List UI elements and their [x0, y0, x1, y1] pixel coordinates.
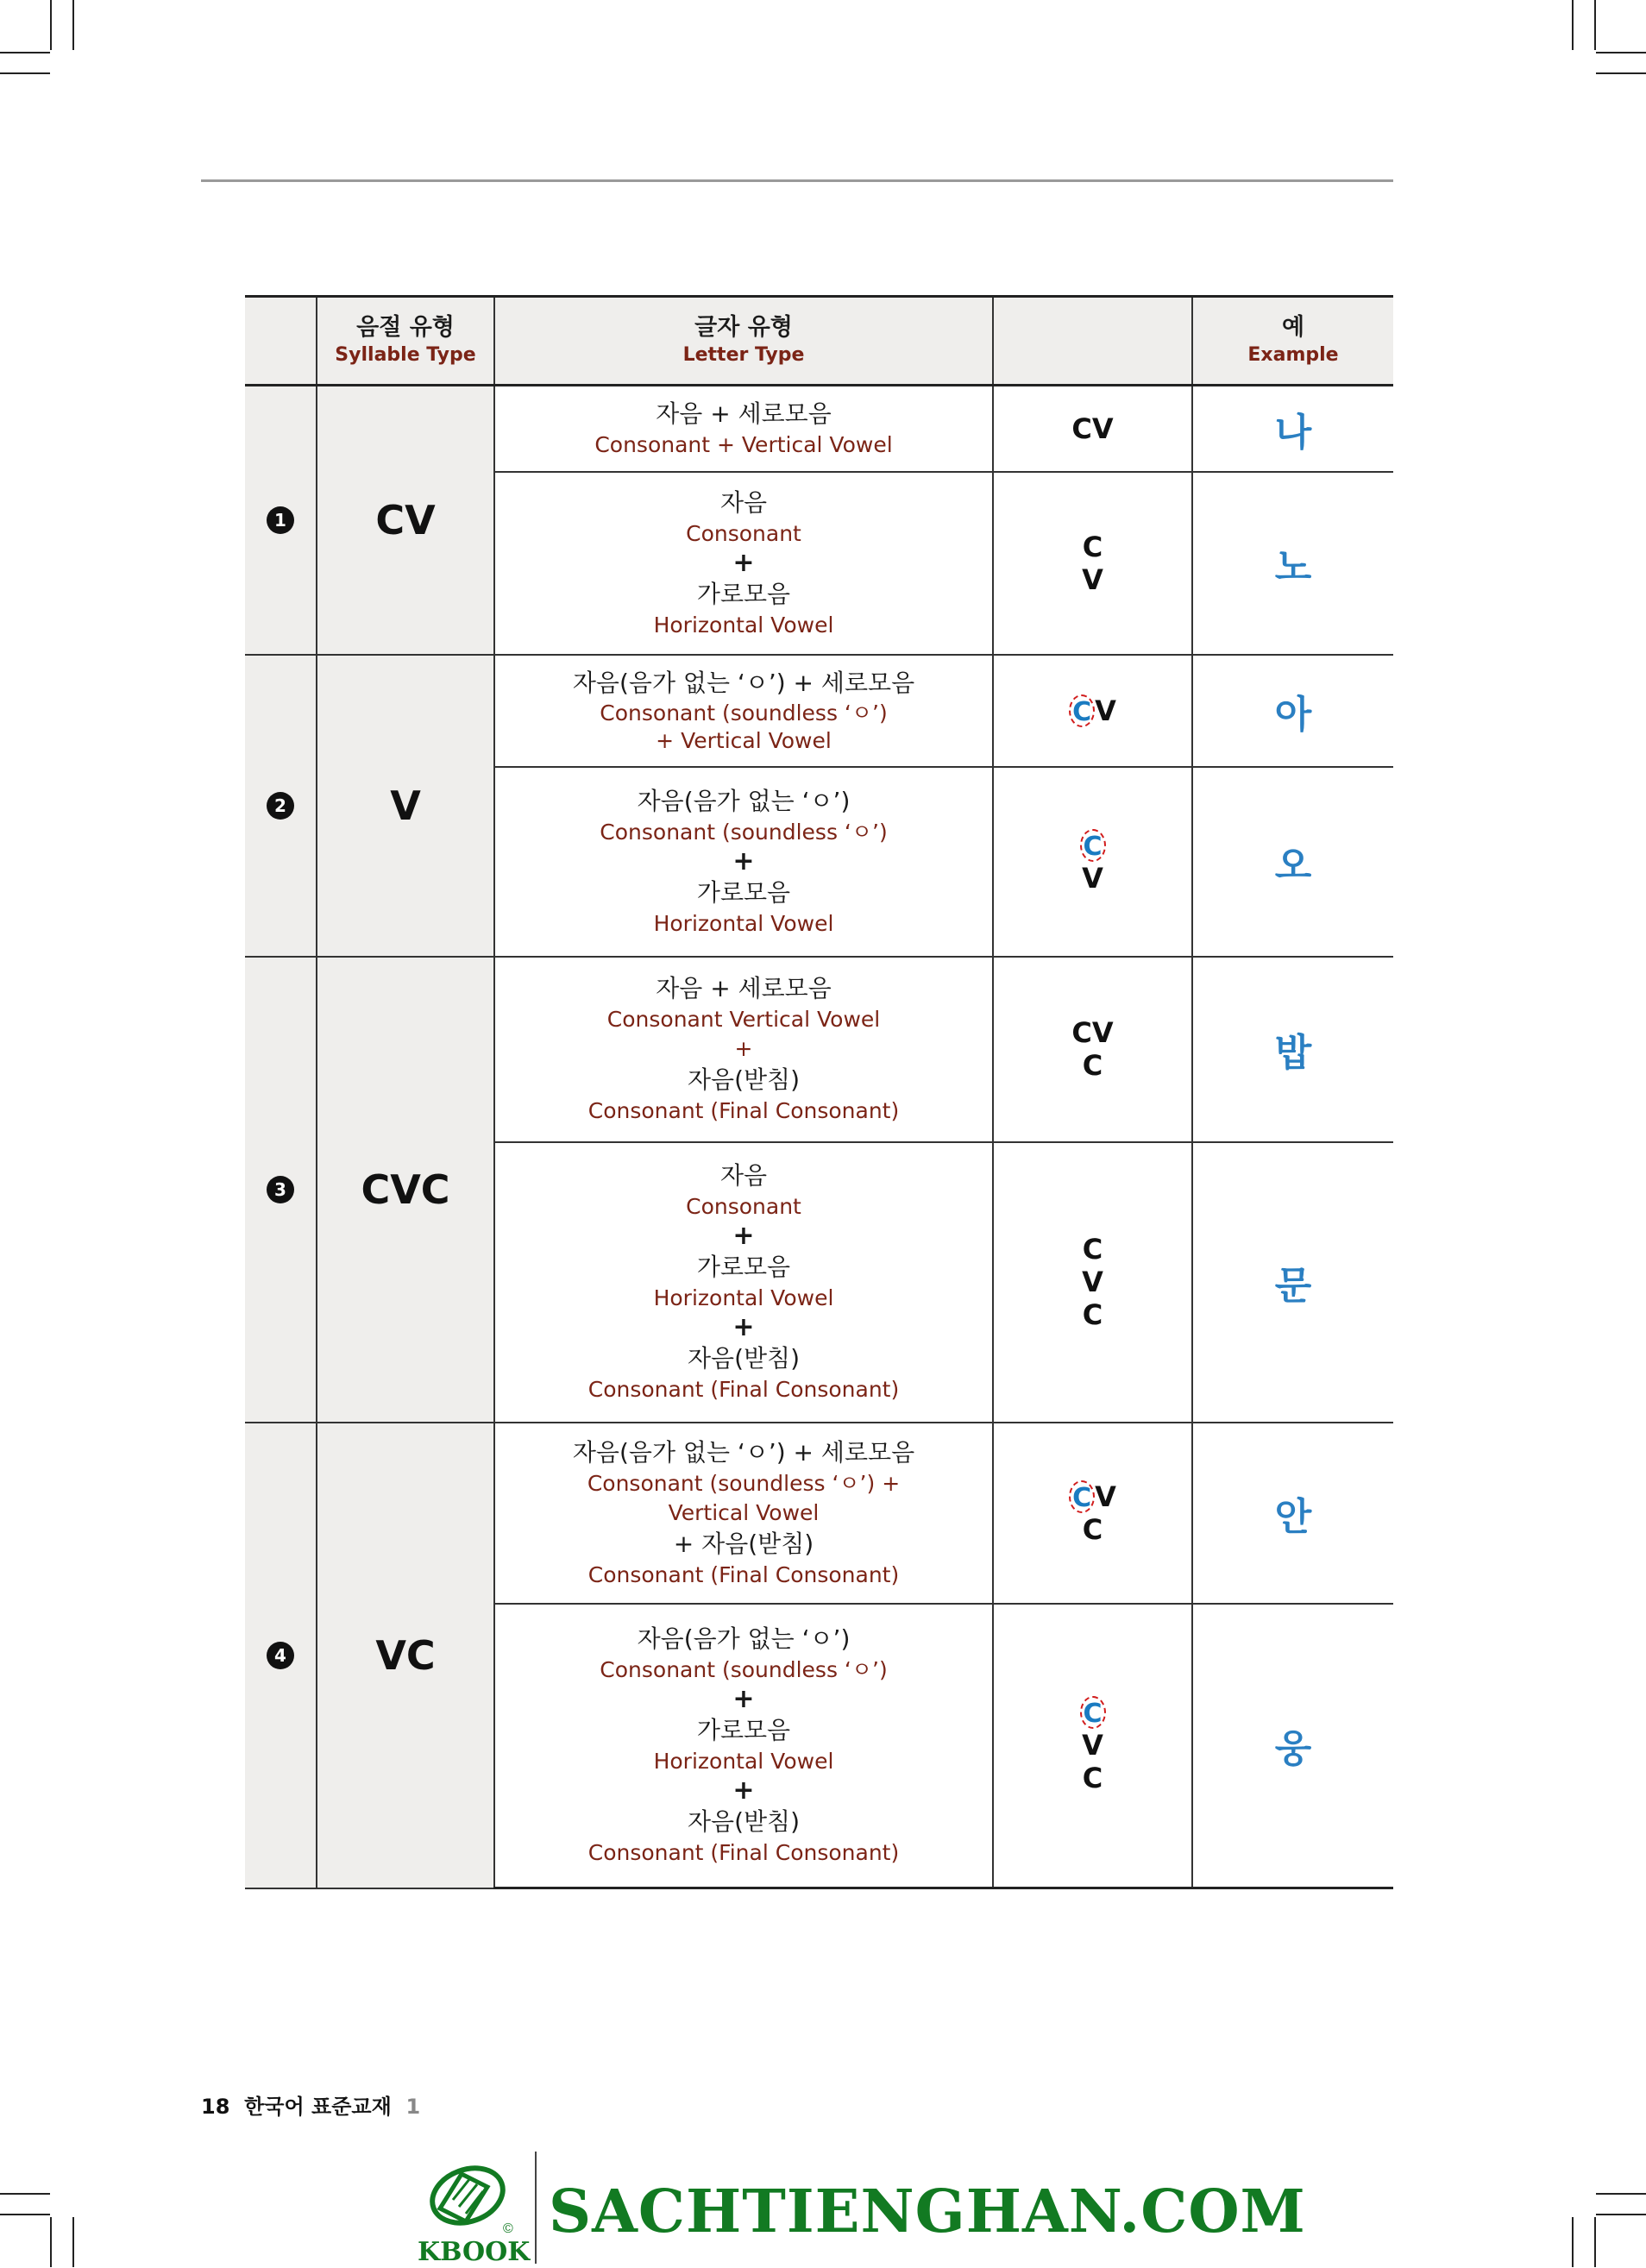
header-example — [1192, 297, 1393, 386]
letter-type-cell — [494, 1604, 993, 1888]
example-syllable: 안 — [1274, 1494, 1312, 1539]
english-text: Consonant (soundless ‘ㅇ’) + — [587, 1470, 901, 1496]
letter-type-cell — [494, 1423, 993, 1604]
plus-sign: + — [732, 845, 755, 876]
example-cell — [1192, 386, 1393, 472]
crop-mark — [0, 52, 50, 53]
pattern-line: CV — [1071, 1016, 1114, 1049]
plus-sign: + — [732, 547, 755, 578]
letter-type-cell — [494, 957, 993, 1142]
plus-sign: + — [732, 1312, 755, 1342]
english-text: Consonant (Final Consonant) — [587, 1377, 900, 1402]
korean-text: 자음(음가 없는 ‘ㅇ’) + 세로모음 — [572, 1437, 915, 1467]
crop-mark — [1572, 2217, 1574, 2267]
table-row — [245, 386, 1393, 472]
crop-mark — [1596, 2214, 1646, 2215]
example-syllable: 아 — [1274, 692, 1312, 737]
group-number-cell — [245, 386, 317, 655]
pattern-cell — [993, 1142, 1192, 1423]
pattern-line: C — [1082, 1762, 1103, 1795]
korean-text: 자음 + 세로모음 — [656, 399, 832, 428]
english-text: Horizontal Vowel — [653, 1285, 834, 1310]
korean-text: 가로모음 — [696, 877, 791, 907]
header-letter-type — [494, 297, 993, 386]
example-syllable: 웅 — [1274, 1727, 1312, 1772]
syllable-type: CV — [375, 496, 436, 543]
example-syllable: 노 — [1274, 544, 1312, 589]
pattern-line: V — [1082, 861, 1103, 895]
pattern-line: V — [1082, 562, 1103, 596]
example-cell — [1192, 767, 1393, 957]
syllable-type-cell — [317, 655, 494, 957]
syllable-type: V — [390, 782, 421, 829]
example-cell — [1192, 1142, 1393, 1423]
pattern-cell — [993, 472, 1192, 655]
korean-text: 자음(음가 없는 ‘ㅇ’) + 세로모음 — [572, 668, 915, 697]
header-example-kr: 예 — [1281, 314, 1305, 341]
english-text: Consonant + Vertical Vowel — [594, 431, 893, 457]
example-syllable: 오 — [1274, 843, 1312, 888]
header-syllable-kr: 음절 유형 — [356, 314, 455, 341]
crop-mark — [1594, 0, 1596, 50]
pattern-line: CV — [1071, 412, 1114, 445]
example-syllable: 문 — [1274, 1264, 1312, 1308]
crop-mark — [0, 2214, 50, 2215]
plus-sign: + — [732, 1775, 755, 1806]
english-text: Horizontal Vowel — [653, 910, 834, 936]
pattern-line: C — [1082, 1298, 1103, 1331]
crop-mark — [1594, 2217, 1596, 2267]
group-number: 4 — [267, 1642, 294, 1669]
group-number: 3 — [267, 1176, 294, 1203]
header-rule — [201, 179, 1393, 182]
circled-consonant: C — [1080, 829, 1106, 862]
english-text: Consonant (Final Consonant) — [587, 1561, 900, 1587]
english-text: Consonant — [686, 520, 801, 546]
group-number-cell — [245, 957, 317, 1423]
syllable-type-cell — [317, 957, 494, 1423]
plus-sign: + — [732, 1221, 755, 1251]
syllable-table — [245, 295, 1393, 1889]
pattern-cell — [993, 386, 1192, 472]
header-letter-en: Letter Type — [682, 344, 805, 366]
korean-text: 가로모음 — [696, 1253, 791, 1281]
korean-text: + 자음(받침) — [673, 1529, 814, 1558]
page-number: 18 — [201, 2095, 230, 2119]
korean-text: 자음(음가 없는 ‘ㅇ’) — [637, 1624, 851, 1654]
letter-type-cell — [494, 767, 993, 957]
letter-type-cell — [494, 655, 993, 767]
page-footer — [201, 2089, 420, 2120]
english-text: Consonant (soundless ‘ㅇ’) — [600, 700, 888, 726]
english-text: Consonant (soundless ‘ㅇ’) — [600, 1657, 888, 1683]
syllable-type: VC — [375, 1631, 436, 1679]
crop-mark — [72, 2217, 74, 2267]
example-cell — [1192, 957, 1393, 1142]
syllable-type-cell — [317, 1423, 494, 1888]
crop-mark — [1572, 0, 1574, 50]
example-cell — [1192, 472, 1393, 655]
header-letter-kr: 글자 유형 — [694, 314, 793, 341]
crop-mark — [1596, 72, 1646, 74]
pattern-cell — [993, 1423, 1192, 1604]
english-text: Consonant Vertical Vowel — [606, 1007, 881, 1032]
crop-mark — [0, 2193, 50, 2195]
circled-consonant: C — [1069, 1480, 1095, 1513]
crop-mark — [1596, 2193, 1646, 2195]
pattern-line: C — [1082, 1512, 1103, 1546]
pattern-line — [994, 1696, 1191, 1729]
example-cell — [1192, 1423, 1393, 1604]
korean-text: 자음 + 세로모음 — [656, 974, 832, 1002]
english-text: Horizontal Vowel — [653, 1749, 834, 1775]
table-row — [245, 957, 1393, 1142]
syllable-type: CVC — [361, 1165, 450, 1213]
circled-consonant: C — [1080, 1696, 1106, 1729]
circled-consonant: C — [1069, 694, 1095, 727]
letter-type-cell — [494, 472, 993, 655]
book-title: 한국어 표준교재 — [244, 2095, 392, 2119]
kbook-brand-text: KBOOK — [418, 2237, 531, 2265]
letter-type-cell — [494, 1142, 993, 1423]
english-text: Consonant (soundless ‘ㅇ’) — [600, 819, 888, 845]
header-num — [245, 297, 317, 386]
pattern-line: C — [1082, 530, 1103, 563]
pattern-cell — [993, 655, 1192, 767]
pattern-line — [994, 829, 1191, 862]
example-syllable: 밥 — [1274, 1031, 1312, 1075]
korean-text: 자음 — [719, 487, 768, 517]
header-example-en: Example — [1247, 344, 1339, 366]
group-number: 2 — [267, 792, 294, 820]
pattern-line: C — [1082, 1233, 1103, 1266]
pattern-line: C V — [994, 694, 1191, 727]
logo-divider — [535, 2152, 537, 2264]
korean-text: 자음(받침) — [687, 1344, 801, 1373]
crop-mark — [72, 0, 74, 50]
korean-text: 자음(음가 없는 ‘ㅇ’) — [637, 786, 851, 815]
volume-number: 1 — [405, 2095, 421, 2119]
korean-text: 자음 — [719, 1161, 768, 1190]
pattern-line: V — [1082, 1266, 1103, 1298]
watermark-site: SACHTIENGHAN.COM — [549, 2177, 1306, 2246]
table-row — [245, 655, 1393, 767]
pattern-cell — [993, 1604, 1192, 1888]
example-syllable: 나 — [1274, 410, 1312, 455]
syllable-type-cell — [317, 386, 494, 655]
crop-mark — [1596, 52, 1646, 53]
korean-text: 가로모음 — [696, 1716, 791, 1745]
group-number-cell — [245, 1423, 317, 1888]
crop-mark — [0, 72, 50, 74]
example-cell — [1192, 1604, 1393, 1888]
svg-text:©: © — [503, 2221, 513, 2236]
english-text: Horizontal Vowel — [653, 612, 834, 638]
english-text: + Vertical Vowel — [656, 727, 832, 753]
pattern-cell — [993, 957, 1192, 1142]
pattern-line: C V — [994, 1480, 1191, 1513]
table-row — [245, 1423, 1393, 1604]
table-header-row — [245, 297, 1393, 386]
crop-mark — [50, 0, 52, 50]
pattern-line: C — [1082, 1049, 1103, 1082]
header-syllable-en: Syllable Type — [335, 344, 476, 366]
pattern-cell — [993, 767, 1192, 957]
korean-text: 가로모음 — [696, 579, 791, 608]
english-text: Consonant (Final Consonant) — [587, 1840, 900, 1866]
english-text: Consonant (Final Consonant) — [587, 1098, 900, 1123]
korean-text: 자음(받침) — [687, 1065, 801, 1094]
english-text: Consonant — [686, 1194, 801, 1219]
header-syllable-type — [317, 297, 494, 386]
plus-sign: + — [732, 1684, 755, 1715]
example-cell — [1192, 655, 1393, 767]
group-number-cell — [245, 655, 317, 957]
group-number: 1 — [267, 506, 294, 534]
kbook-logo — [414, 2148, 531, 2265]
letter-type-cell — [494, 386, 993, 472]
pattern-line: V — [1082, 1729, 1103, 1762]
english-text: Vertical Vowel — [668, 1499, 820, 1525]
header-pattern — [993, 297, 1192, 386]
english-text: + — [734, 1036, 753, 1061]
korean-text: 자음(받침) — [687, 1807, 801, 1837]
crop-mark — [50, 2217, 52, 2267]
